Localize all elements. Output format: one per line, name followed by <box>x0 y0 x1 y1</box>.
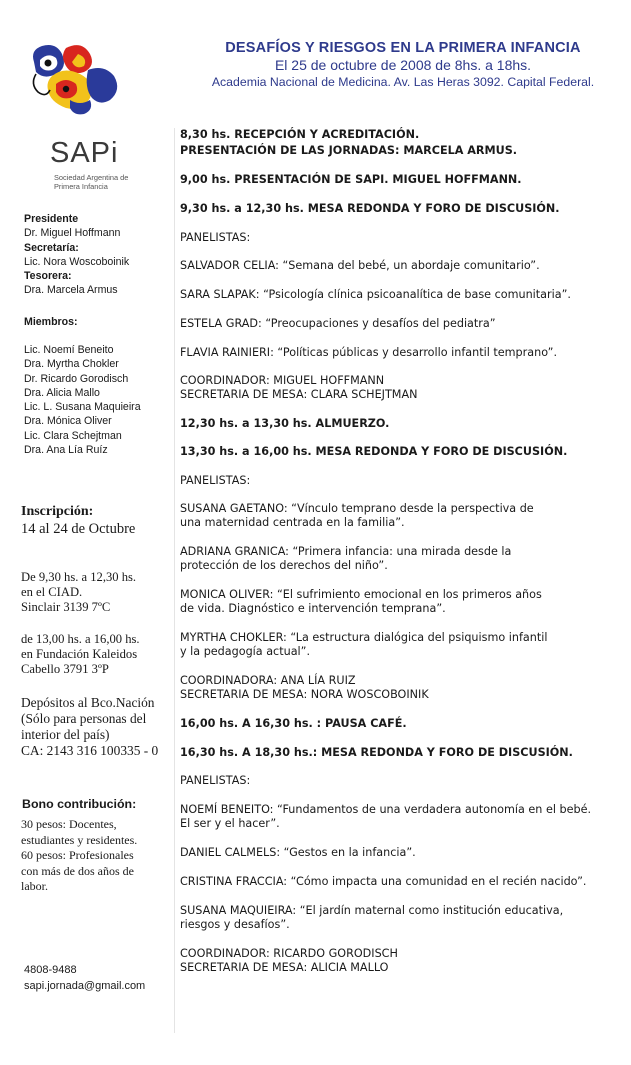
program-line: 9,30 hs. a 12,30 hs. MESA REDONDA Y FORO DE DISCUSIÓN. <box>180 202 560 215</box>
depositos-line: Depósitos al Bco.Nación <box>21 695 155 710</box>
contact-email[interactable]: sapi.jornada@gmail.com <box>24 980 146 992</box>
list-item: Dra. Myrtha Chokler <box>24 358 119 371</box>
tesorera-name: Dra. Marcela Armus <box>24 284 118 297</box>
sidebar <box>0 0 170 1065</box>
column-divider <box>174 128 175 1033</box>
program-line: 16,00 hs. A 16,30 hs. : PAUSA CAFÉ. <box>180 717 407 730</box>
secretaria-name: Lic. Nora Woscoboinik <box>24 255 130 268</box>
kaleidos-line: Cabello 3791 3ºP <box>21 662 109 676</box>
program-line: 9,00 hs. PRESENTACIÓN DE SAPI. MIGUEL HOFFMANN. <box>180 173 522 186</box>
depositos-info <box>21 695 158 759</box>
program-line: protección de los derechos del niño”. <box>180 559 388 572</box>
program-line: 8,30 hs. RECEPCIÓN Y ACREDITACIÓN. <box>180 128 420 141</box>
program-line: PANELISTAS: <box>180 774 251 787</box>
program-line: 12,30 hs. a 13,30 hs. ALMUERZO. <box>180 417 390 430</box>
list-item: Dra. Mónica Oliver <box>24 415 112 428</box>
depositos-line: (Sólo para personas del <box>21 711 147 726</box>
program-line: y la pedagogía actual”. <box>180 645 311 658</box>
program-line: ADRIANA GRANICA: “Primera infancia: una mirada desde la <box>180 545 512 558</box>
program-line: SALVADOR CELIA: “Semana del bebé, un abordaje comunitario”. <box>180 259 540 272</box>
ciad-info <box>21 570 136 615</box>
kaleidos-line: de 13,00 hs. a 16,00 hs. <box>21 632 140 646</box>
board-list <box>24 212 129 298</box>
program-line: PRESENTACIÓN DE LAS JORNADAS: MARCELA ARMUS. <box>180 144 518 157</box>
presidente-label: Presidente <box>24 213 79 225</box>
presidente-name: Dr. Miguel Hoffmann <box>24 227 121 240</box>
bono-line: con más de dos años de <box>21 863 134 878</box>
miembros-list <box>24 343 141 457</box>
depositos-line: CA: 2143 316 100335 - 0 <box>21 743 159 758</box>
inscripcion-range: 14 al 24 de Octubre <box>21 521 136 537</box>
program-line: SECRETARIA DE MESA: ALICIA MALLO <box>180 961 389 974</box>
program-line: riesgos y desafíos”. <box>180 918 290 931</box>
secretaria-label: Secretaría: <box>24 241 79 254</box>
list-item: Lic. Clara Schejtman <box>24 429 122 442</box>
program-line: ESTELA GRAD: “Preocupaciones y desafíos del pediatra” <box>180 317 496 330</box>
program-line: 16,30 hs. A 18,30 hs.: MESA REDONDA Y FORO DE DISCUSIÓN. <box>180 746 573 759</box>
event-title: DESAFÍOS Y RIESGOS EN LA PRIMERA INFANCIA <box>225 40 581 56</box>
program-line: de vida. Diagnóstico e intervención temprana”. <box>180 602 446 615</box>
bono-line: estudiantes y residentes. <box>21 832 138 847</box>
program-line: CRISTINA FRACCIA: “Cómo impacta una comunidad en el recién nacido”. <box>180 875 587 888</box>
ciad-line: De 9,30 hs. a 12,30 hs. <box>21 570 137 584</box>
contact-info <box>24 962 145 994</box>
ciad-line: Sinclair 3139 7ºC <box>21 600 111 614</box>
list-item: Dra. Alicia Mallo <box>24 386 100 399</box>
list-item: Lic. L. Susana Maquieira <box>24 401 141 414</box>
depositos-line: interior del país) <box>21 727 110 742</box>
logo-subtitle-line2: Primera Infancia <box>54 181 108 191</box>
program-line: COORDINADORA: ANA LÍA RUIZ <box>180 674 356 687</box>
list-item: Dra. Ana Lía Ruíz <box>24 444 108 457</box>
program-line: SUSANA MAQUIEIRA: “El jardín maternal como institución educativa, <box>180 904 564 917</box>
program-line: SUSANA GAETANO: “Vínculo temprano desde la perspectiva de <box>180 502 534 515</box>
ciad-line: en el CIAD. <box>21 585 83 599</box>
program-line: SECRETARIA DE MESA: CLARA SCHEJTMAN <box>180 388 418 401</box>
event-header <box>175 40 631 89</box>
logo-wordmark: SAPi <box>50 137 119 169</box>
program-line: SARA SLAPAK: “Psicología clínica psicoanalítica de base comunitaria”. <box>180 288 571 301</box>
tesorera-label: Tesorera: <box>24 270 72 283</box>
bono-title: Bono contribución: <box>22 797 137 811</box>
bono-info <box>21 817 137 895</box>
program-line: FLAVIA RAINIERI: “Políticas públicas y desarrollo infantil temprano”. <box>180 346 557 359</box>
program-line: DANIEL CALMELS: “Gestos en la infancia”. <box>180 846 416 859</box>
miembros-label: Miembros: <box>24 316 78 328</box>
event-venue: Academia Nacional de Medicina. Av. Las Heras 3092. Capital Federal. <box>211 75 595 89</box>
contact-phone: 4808-9488 <box>24 964 77 976</box>
list-item: Lic. Noemí Beneito <box>24 344 114 356</box>
program-line: PANELISTAS: <box>180 231 251 244</box>
program-line: MONICA OLIVER: “El sufrimiento emocional en los primeros años <box>180 588 542 601</box>
program-line: 13,30 hs. a 16,00 hs. MESA REDONDA Y FORO DE DISCUSIÓN. <box>180 445 568 458</box>
program-line: PANELISTAS: <box>180 474 251 487</box>
event-date: El 25 de octubre de 2008 de 8hs. a 18hs. <box>274 57 532 73</box>
program-line: SECRETARIA DE MESA: NORA WOSCOBOINIK <box>180 688 429 701</box>
program-line: MYRTHA CHOKLER: “La estructura dialógica del psiquismo infantil <box>180 631 548 644</box>
program-line: una maternidad centrada en la familia”. <box>180 516 405 529</box>
kaleidos-info <box>21 632 140 677</box>
bono-line: 60 pesos: Profesionales <box>21 848 134 862</box>
inscripcion-title: Inscripción: <box>21 504 94 519</box>
logo-subtitle-line1: Sociedad Argentina de <box>54 173 129 182</box>
list-item: Dr. Ricardo Gorodisch <box>24 372 129 385</box>
bono-line: 30 pesos: Docentes, <box>21 817 117 831</box>
program-line: COORDINADOR: MIGUEL HOFFMANN <box>180 374 385 387</box>
program-line: NOEMÍ BENEITO: “Fundamentos de una verdadera autonomía en el bebé. <box>180 803 592 816</box>
bono-line: labor. <box>21 879 48 893</box>
program-line: COORDINADOR: RICARDO GORODISCH <box>180 947 398 960</box>
program-line: El ser y el hacer”. <box>180 817 280 830</box>
kaleidos-line: en Fundación Kaleidos <box>21 647 138 661</box>
